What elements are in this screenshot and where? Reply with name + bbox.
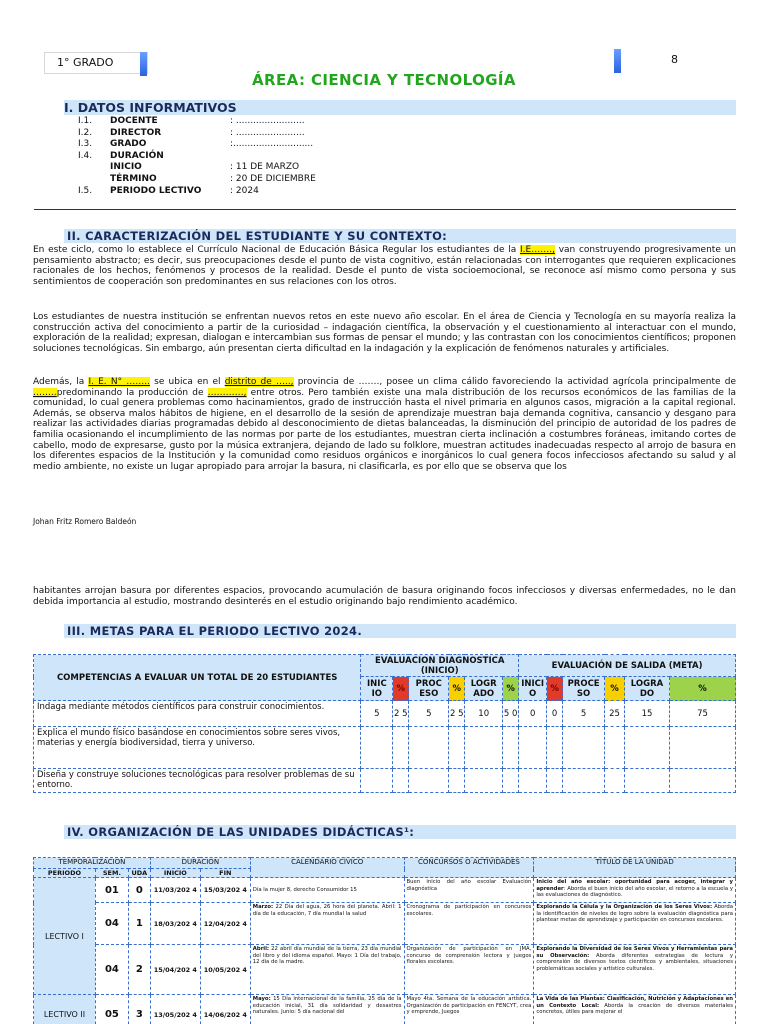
start-date-cell: 18/03/202 4 xyxy=(150,903,200,945)
page-number-box xyxy=(614,50,728,72)
sem-cell: 04 xyxy=(95,945,128,995)
competencia-cell: Explica el mundo físico basándose en conocimientos sobre seres vivos, materias y energía biodiversidad, tierra y universo. xyxy=(34,727,361,769)
calendar-cell xyxy=(250,878,404,903)
col-evaluacion-diagnostica: EVALUACION DIAGNOSTICA (INICIO) xyxy=(361,655,519,677)
start-date-cell: 13/05/202 4 xyxy=(150,995,200,1024)
info-key: PERIODO LECTIVO xyxy=(110,185,202,196)
goal-value: 25 xyxy=(605,701,625,727)
p3-text-d: predominando la producción de xyxy=(56,387,208,398)
uda-cell: 2 xyxy=(128,945,150,995)
goal-value xyxy=(519,727,547,769)
subcol-4: LOGR ADO xyxy=(465,677,503,701)
unit-row xyxy=(34,878,736,903)
info-row xyxy=(78,186,430,198)
col-evaluacion-salida: EVALUACIÓN DE SALIDA (META) xyxy=(519,655,736,677)
p3-text-b: se ubica en el xyxy=(149,377,225,387)
col-uda: UDA xyxy=(128,869,150,878)
goal-value xyxy=(409,727,449,769)
goal-value: 0 xyxy=(519,701,547,727)
goal-row xyxy=(34,701,736,727)
period-cell: LECTIVO I xyxy=(34,878,96,995)
unit-title-text: Aborda la creación de diversos materiales concretos, útiles para mejorar el xyxy=(536,1002,733,1016)
activities-cell: Organización de participación en JMA, concurso de comprensión lectora y juegos florales escolares. xyxy=(404,945,534,995)
p1-text-b: van construyendo progresivamente un pensamiento abstracto; es decir, sus preocupaciones desde el punto de vista cognitivo, están relacionadas con interrogantes que requieren explicaciones racionales de los hechos, fenómenos y procesos de la realidad. Desde el punto de vista socioemocional, se reconoce así mismo como persona y sus sentimientos de cooperación son predominantes en sus relaciones con los otros. xyxy=(33,245,736,287)
goal-value xyxy=(563,727,605,769)
author-signature: Johan Fritz Romero Baldeón xyxy=(33,517,137,526)
goal-value: 75 xyxy=(670,701,736,727)
unit-title-bold: La Vida de las Plantas: Clasificación, Nutrición y Adaptaciones en un Contexto Local: xyxy=(536,996,733,1009)
calendar-text: 22 abril día mundial de la tierra, 23 día mundial del libro y del idioma español. Mayo: 1 Día del trabajo, 12 día de la madre. xyxy=(252,946,402,966)
section-metas xyxy=(64,624,736,638)
goal-value: 5 xyxy=(361,701,393,727)
info-val: : ........................ xyxy=(230,116,305,126)
goal-value xyxy=(465,727,503,769)
col-titulo: TÍTULO DE LA UNIDAD xyxy=(534,858,736,878)
info-num: I.5. xyxy=(78,185,93,196)
subcol-6: INICI O xyxy=(519,677,547,701)
info-row xyxy=(78,139,430,151)
col-competencias: COMPETENCIAS A EVALUAR UN TOTAL DE 20 ESTUDIANTES xyxy=(34,655,361,701)
goal-value xyxy=(563,769,605,793)
unit-title-cell xyxy=(534,945,736,995)
section-unidades xyxy=(64,825,736,839)
info-row xyxy=(78,151,430,163)
calendar-text: 15 Día internacional de la familia, 25 día de la educación inicial, 31 día solidaridad y desastres naturales. Junio: 5 día nacional del xyxy=(252,996,402,1016)
goal-value xyxy=(670,727,736,769)
calendar-text: Día la mujer 8, derecho Consumidor 15 xyxy=(252,886,357,893)
subcol-0: INIC IO xyxy=(361,677,393,701)
section1-title: I. DATOS INFORMATIVOS xyxy=(64,100,237,115)
info-key: DURACIÓN xyxy=(110,150,164,161)
goal-value xyxy=(449,769,465,793)
section2-title: II. CARACTERIZACIÓN DEL ESTUDIANTE Y SU CONTEXTO: xyxy=(67,229,448,243)
info-num xyxy=(78,174,110,186)
goal-value xyxy=(393,727,409,769)
goal-value xyxy=(519,769,547,793)
unit-title-bold: Explorando la Diversidad de los Seres Vivos y Herramientas para su Observación: xyxy=(536,946,733,959)
calendar-text: 22 Día del agua, 26 hora del planeta. Abril: 1 día de la educación, 7 día mundial la salud xyxy=(252,904,402,917)
p3-text-a: Además, la xyxy=(33,377,89,387)
goal-value xyxy=(547,769,563,793)
col-periodo: PERIODO xyxy=(34,869,96,878)
info-val: : ........................ xyxy=(230,127,305,138)
paragraph-1 xyxy=(33,245,736,287)
section-datos-informativos xyxy=(64,100,736,115)
info-row xyxy=(78,128,430,140)
goal-value: 2 5 xyxy=(393,701,409,727)
calendar-cell xyxy=(250,945,404,995)
info-key: TÉRMINO xyxy=(110,173,157,184)
goal-value xyxy=(409,769,449,793)
info-val xyxy=(230,151,430,163)
info-row xyxy=(78,174,430,186)
divider-line xyxy=(34,209,736,210)
paragraph-4: habitantes arrojan basura por diferentes espacios, provocando acumulación de basura originando focos infecciosos y diversas enfermedades, no le dan debida importancia al estudio, mostrando desinterés en el estudio originando bajo rendimiento académico. xyxy=(33,586,736,607)
subcol-11: % xyxy=(670,677,736,701)
start-date-cell: 15/04/202 4 xyxy=(150,945,200,995)
goal-row xyxy=(34,769,736,793)
info-num: I.4. xyxy=(78,150,93,161)
unit-title-cell xyxy=(534,995,736,1024)
units-table xyxy=(33,857,736,1024)
subcol-2: PROC ESO xyxy=(409,677,449,701)
info-row xyxy=(78,162,430,174)
info-num xyxy=(78,162,110,174)
activities-cell: Mayo 4ta. Semana de la educación artística. Organización de participación en FENCYT, crea y emprende, Juegos xyxy=(404,995,534,1024)
col-calendario: CALENDARIO CÍVICO xyxy=(250,858,404,878)
col-fin: FIN xyxy=(200,869,250,878)
goals-table xyxy=(33,654,736,793)
p3-highlight-1: …….. xyxy=(33,387,57,398)
competencia-cell: Diseña y construye soluciones tecnológicas para resolver problemas de su entorno. xyxy=(34,769,361,793)
calendar-month: Abril: xyxy=(252,946,270,952)
subcol-3: % xyxy=(449,677,465,701)
unit-title-cell xyxy=(534,903,736,945)
p1-highlight: I.E……., xyxy=(520,245,555,255)
goal-value: 15 xyxy=(625,701,670,727)
unit-row xyxy=(34,945,736,995)
p3-highlight-ie: I. E. N° …….. xyxy=(88,377,150,387)
sem-cell: 04 xyxy=(95,903,128,945)
goal-value: 5 xyxy=(409,701,449,727)
info-val: :............................ xyxy=(230,139,314,150)
subcol-1: % xyxy=(393,677,409,701)
end-date-cell: 12/04/202 4 xyxy=(200,903,250,945)
subcol-9: % xyxy=(605,677,625,701)
unit-title-text: Aborda la identificación de niveles de logro sobre la evaluación diagnóstica para plantear metas de aprendizaje y participación en concursos escolares. xyxy=(536,904,733,924)
info-val: : 2024 xyxy=(230,185,259,196)
end-date-cell: 14/06/202 4 xyxy=(200,995,250,1024)
p1-text-a: En este ciclo, como lo establece el Currículo Nacional de Educación Básica Regular los estudiantes de la xyxy=(33,245,521,255)
col-inicio: INICIO xyxy=(150,869,200,878)
goal-value: 5 0 xyxy=(503,701,519,727)
goal-value: 10 xyxy=(465,701,503,727)
goal-value xyxy=(503,769,519,793)
subcol-8: PROCE SO xyxy=(563,677,605,701)
section3-title: III. METAS PARA EL PERIODO LECTIVO 2024. xyxy=(67,624,362,638)
subcol-7: % xyxy=(547,677,563,701)
sem-cell: 01 xyxy=(95,878,128,903)
goal-value: 5 xyxy=(563,701,605,727)
unit-row xyxy=(34,903,736,945)
end-date-cell: 15/03/202 4 xyxy=(200,878,250,903)
unit-title-text: : Aborda el buen inicio del año escolar, el retorno a la escuela y las evaluaciones de diagnóstico. xyxy=(536,885,733,899)
area-title: ÁREA: CIENCIA Y TECNOLOGÍA xyxy=(252,71,516,89)
info-num: I.3. xyxy=(78,139,93,150)
uda-cell: 0 xyxy=(128,878,150,903)
info-row xyxy=(78,116,430,128)
goal-value xyxy=(605,727,625,769)
unit-title-bold: Explorando la Célula y la Organización de los Seres Vivos: xyxy=(536,904,713,910)
goal-value xyxy=(361,769,393,793)
calendar-month: Mayo: xyxy=(252,996,271,1002)
info-val: : 11 DE MARZO xyxy=(230,162,300,173)
info-key: DIRECTOR xyxy=(110,127,162,138)
paragraph-3 xyxy=(33,377,736,472)
p3-highlight-distrito: distrito de ….., xyxy=(224,377,294,387)
calendar-cell xyxy=(250,995,404,1024)
goal-value xyxy=(670,769,736,793)
calendar-cell xyxy=(250,903,404,945)
info-val: : 20 DE DICIEMBRE xyxy=(230,173,316,184)
goal-value xyxy=(625,769,670,793)
p3-text-e: entre otros. Pero también existe una mala distribución de los recursos económicos de las familias de la comunidad, lo cual genera problemas como hacinamientos, grado de instrucción hasta el nivel primaria en algunos casos, migración a la capital regional. Además, se observa malos hábitos de higiene, en el desarrollo de la sesión de aprendizaje muestran baja demanda cognitiva, cansancio y desgano para realizar las actividades diarias programadas debido al desconocimiento de dietas balanceadas, la disminución del principio de autoridad de los padres de familia ocasionando el incumplimiento de las normas por parte de los estudiantes, muestran cierta inclinación a costumbres foráneas, imitando cortes de cabello, modo de expresarse, gusto por la música extranjera, dejando de lado su folklore, muestran actitudes inadecuadas respecto al arrojo de basura en los diferentes espacios de la Institución y la comunidad como residuos orgánicos e inorgánicos lo cual genera focos infecciosos afectando su salud y al medio ambiente, no existe un lugar apropiado para arrojar la basura, ni clasificarla, es por ello que se observa que los xyxy=(33,387,736,472)
goal-value xyxy=(547,727,563,769)
sem-cell: 05 xyxy=(95,995,128,1024)
goal-value xyxy=(393,769,409,793)
unit-title-cell xyxy=(534,878,736,903)
goal-value xyxy=(503,727,519,769)
page-accent-bar xyxy=(614,49,621,73)
info-key: DOCENTE xyxy=(110,116,158,126)
p3-text-c: provincia de ……., posee un clima cálido favoreciendo la actividad agrícola principalmente de xyxy=(293,377,736,387)
subcol-5: % xyxy=(503,677,519,701)
unit-title-text: Aborda diferentes estrategias de lectura y comprensión de diversos textos científicos y ambientales, situaciones problemáticas sociales y artístico culturales. xyxy=(536,952,733,972)
goal-value xyxy=(625,727,670,769)
end-date-cell: 10/05/202 4 xyxy=(200,945,250,995)
unit-title-bold: Inicio del año escolar: oportunidad para acoger, integrar y aprender xyxy=(536,879,733,892)
page-number: 8 xyxy=(671,53,678,66)
goal-value: 2 5 xyxy=(449,701,465,727)
goal-value: 0 xyxy=(547,701,563,727)
info-list xyxy=(78,116,430,197)
goal-value xyxy=(361,727,393,769)
section4-title: IV. ORGANIZACIÓN DE LAS UNIDADES DIDÁCTICAS¹: xyxy=(67,825,415,839)
section-caracterizacion xyxy=(64,229,736,243)
col-temporalizacion: TEMPORALIZACION xyxy=(34,858,151,869)
info-num: I.2. xyxy=(78,127,93,138)
col-sem: SEM. xyxy=(95,869,128,878)
info-num: I.1. xyxy=(78,116,93,126)
subcol-10: LOGRA DO xyxy=(625,677,670,701)
uda-cell: 1 xyxy=(128,903,150,945)
uda-cell: 3 xyxy=(128,995,150,1024)
activities-cell: Cronograma de participación en concursos escolares. xyxy=(404,903,534,945)
grade-text: 1° GRADO xyxy=(57,56,114,69)
goal-value xyxy=(605,769,625,793)
period-cell: LECTIVO II xyxy=(34,995,96,1024)
goal-value xyxy=(449,727,465,769)
goal-value xyxy=(465,769,503,793)
paragraph-2: Los estudiantes de nuestra institución se enfrentan nuevos retos en este nuevo año escolar. En el área de Ciencia y Tecnología en su mayoría realiza la construcción activa del conocimiento a partir de la curiosidad – indagación científica, la observación y el cuestionamiento al interactuar con el mundo, exploración de la realidad; expresan, dialogan e intercambian sus formas de pensar el mundo; y las contrastan con los conocimientos científicos; proponen soluciones tecnológicas. Sin embargo, aún presentan cierta dificultad en la indagación y la explicación de fenómenos naturales y artificiales. xyxy=(33,312,736,354)
p3-highlight-2: …………, xyxy=(207,387,247,398)
unit-row xyxy=(34,995,736,1024)
info-key: GRADO xyxy=(110,139,147,150)
start-date-cell: 11/03/202 4 xyxy=(150,878,200,903)
goal-row xyxy=(34,727,736,769)
competencia-cell: Indaga mediante métodos científicos para construir conocimientos. xyxy=(34,701,361,727)
activities-cell: Buen inicio del año escolar Evaluación diagnóstica xyxy=(404,878,534,903)
col-duracion: DURACION xyxy=(150,858,250,869)
info-key: INICIO xyxy=(110,162,142,173)
calendar-month: Marzo: xyxy=(252,904,274,910)
col-concursos: CONCURSOS O ACTIVIDADES xyxy=(404,858,534,878)
